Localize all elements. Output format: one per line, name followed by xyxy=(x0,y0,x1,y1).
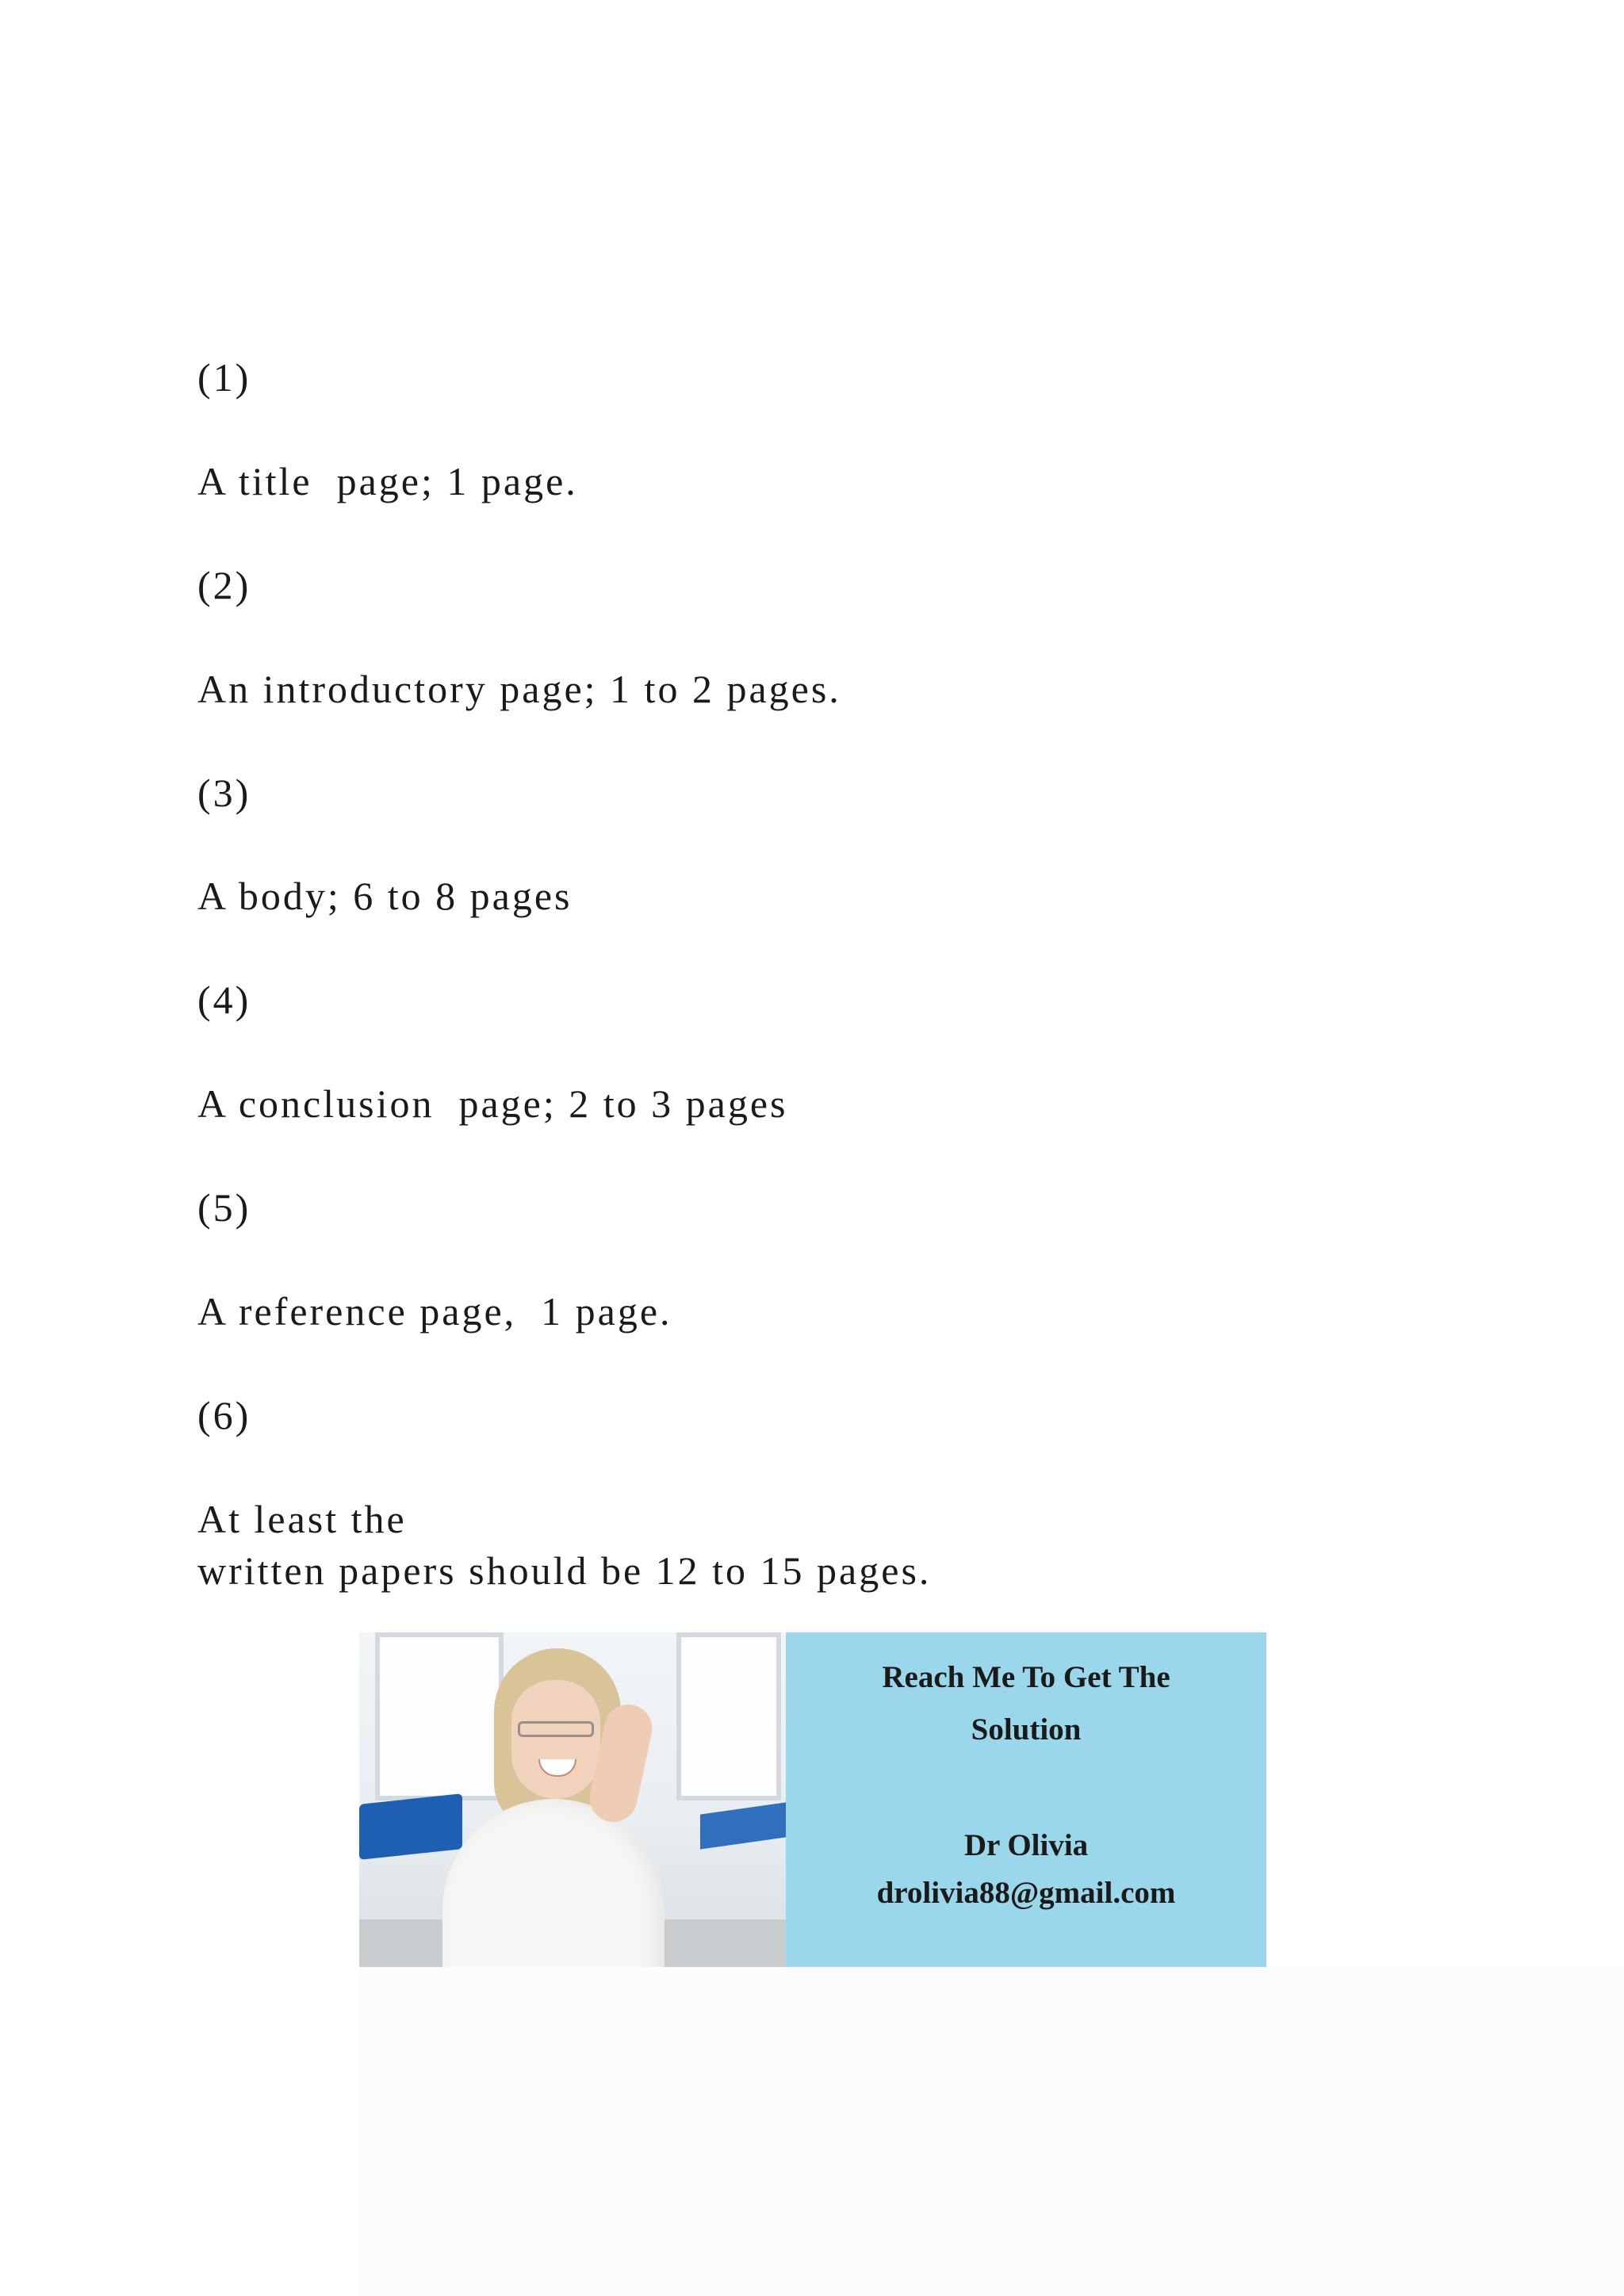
blouse xyxy=(442,1799,665,1967)
item-6-text-line2: written papers should be 12 to 15 pages. xyxy=(197,1548,932,1593)
window-right xyxy=(676,1632,781,1800)
contact-banner xyxy=(359,1632,1266,1967)
card-name: Dr Olivia xyxy=(963,1828,1089,1862)
card-email: drolivia88@gmail.com xyxy=(876,1876,1176,1910)
item-3-text: A body; 6 to 8 pages xyxy=(197,874,573,918)
item-6-text-line1: At least the xyxy=(197,1497,407,1541)
item-2-text: An introductory page; 1 to 2 pages. xyxy=(197,667,841,711)
card-heading-line2: Solution xyxy=(971,1712,1082,1747)
card-heading-line1: Reach Me To Get The xyxy=(882,1660,1170,1694)
contact-card xyxy=(786,1632,1266,1967)
blue-folder xyxy=(700,1802,786,1849)
item-4-text: A conclusion page; 2 to 3 pages xyxy=(197,1081,788,1126)
item-5-number: (5) xyxy=(197,1185,251,1230)
glasses-icon xyxy=(518,1721,594,1737)
item-1-text: A title page; 1 page. xyxy=(197,459,578,503)
item-3-number: (3) xyxy=(197,771,251,815)
face xyxy=(511,1680,600,1799)
woman-photo xyxy=(359,1632,786,1967)
item-6-number: (6) xyxy=(197,1393,251,1437)
window-left xyxy=(375,1632,504,1800)
lower-image-area xyxy=(359,1967,1624,2296)
item-2-number: (2) xyxy=(197,563,251,607)
item-1-number: (1) xyxy=(197,355,251,400)
blue-chair xyxy=(359,1793,462,1860)
item-5-text: A reference page, 1 page. xyxy=(197,1289,672,1334)
item-4-number: (4) xyxy=(197,978,251,1022)
